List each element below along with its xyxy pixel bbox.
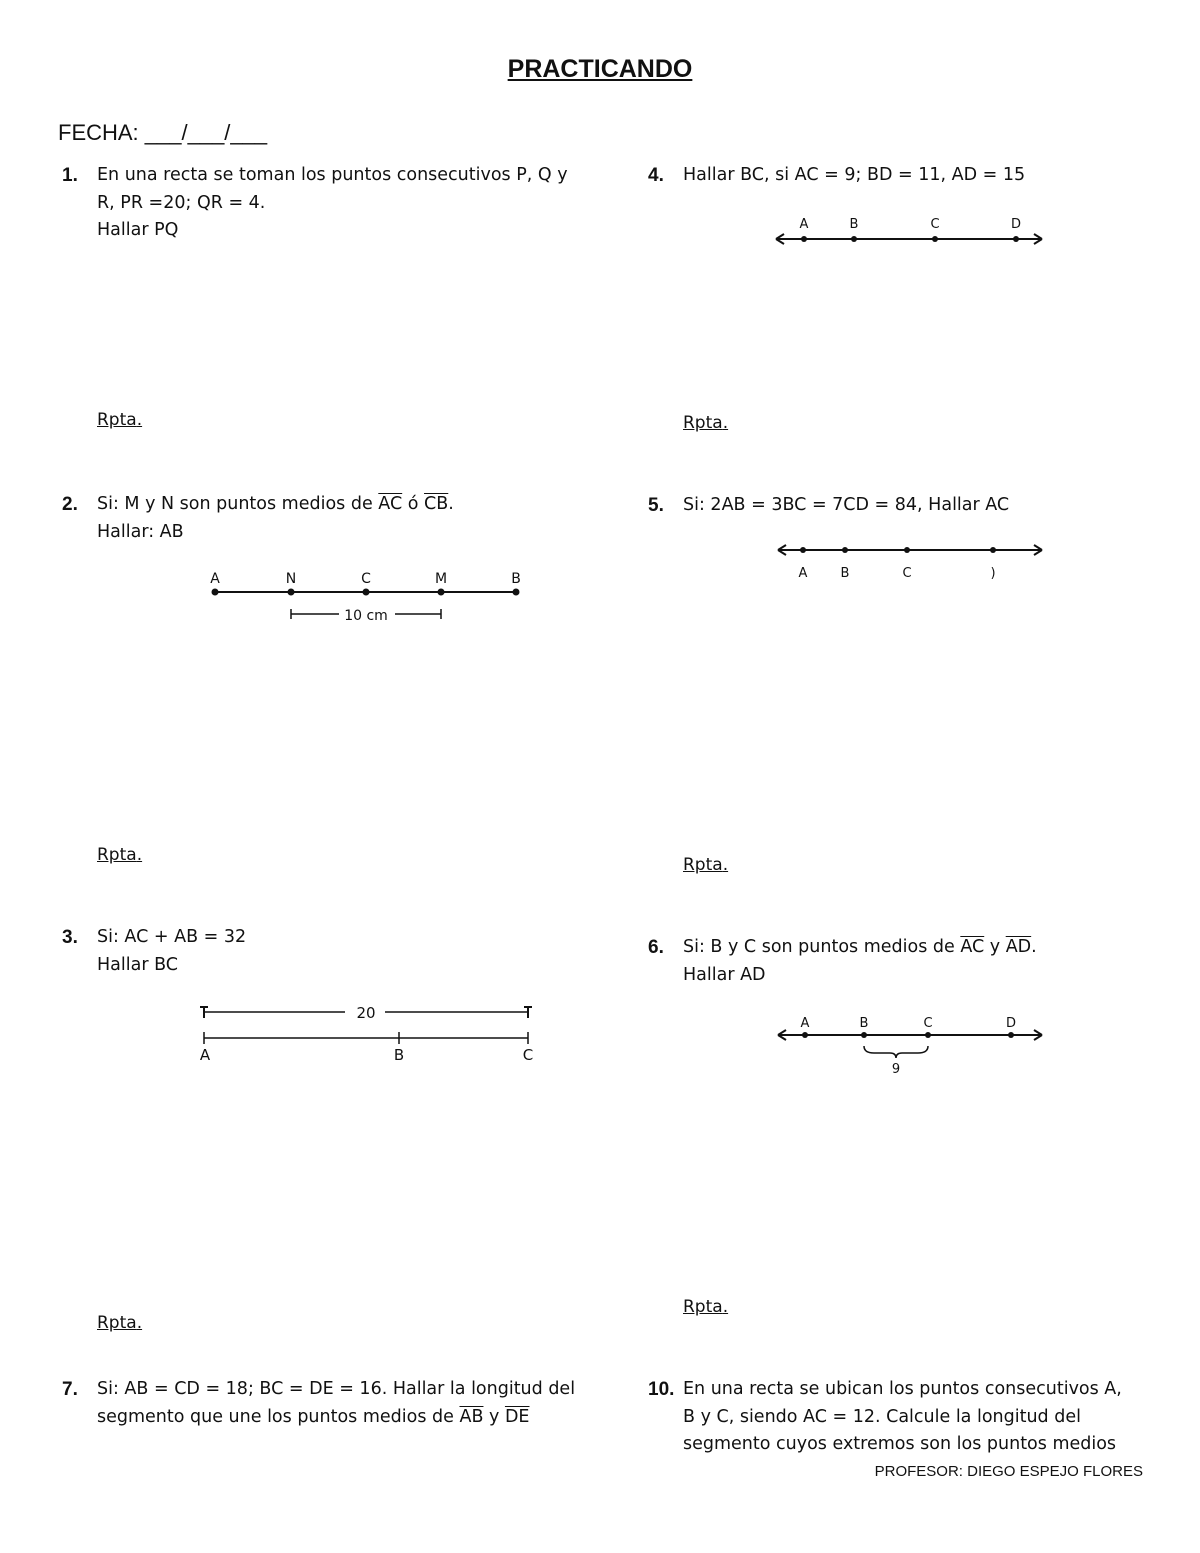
problem-4-number: 4.	[648, 165, 664, 186]
point-label: A	[199, 1046, 211, 1064]
problem-7-number: 7.	[62, 1379, 78, 1400]
point-label: C	[361, 571, 371, 587]
point-label: D	[1010, 217, 1022, 232]
problem-1-line: Hallar PQ	[97, 220, 179, 240]
problem-5-number: 5.	[648, 495, 664, 516]
problem-4-line: Hallar BC, si AC = 9; BD = 11, AD = 15	[683, 165, 1026, 185]
problem-2-number: 2.	[62, 494, 78, 515]
point-label: A	[210, 571, 220, 587]
point-label: N	[285, 571, 297, 587]
point-label: B	[859, 1016, 869, 1031]
problem-4-figure	[770, 210, 1050, 250]
measure-label: 10 cm	[344, 608, 388, 624]
date-field: FECHA: ___/___/___	[58, 120, 268, 145]
point-label: B	[849, 217, 859, 232]
problem-3-figure	[195, 995, 540, 1070]
problem-6-text: Si: B y C son puntos medios de $\overline{AC}$ y $\overline{AD}$. Hallar AD	[683, 937, 1037, 985]
problem-4-answer-label: Rpta.	[683, 413, 729, 433]
measure-label: 20	[356, 1004, 376, 1022]
point-label: C	[930, 217, 940, 232]
point-label: D	[1005, 1016, 1017, 1031]
brace	[864, 1046, 928, 1058]
point-label: C	[902, 566, 912, 581]
problem-6-answer-label: Rpta.	[683, 1297, 729, 1317]
problem-3-number: 3.	[62, 927, 78, 948]
problem-5-text: Si: 2AB = 3BC = 7CD = 84, Hallar AC	[683, 495, 1010, 515]
segment-de: $\overline{DE}$	[504, 1406, 530, 1427]
point-label: B	[840, 566, 850, 581]
problem-10-text: En una recta se ubican los puntos consecutivos A, B y C, siendo AC = 12. Calcule la longitud del segmento cuyos extremos son los puntos medios	[683, 1379, 1122, 1454]
problem-1-number: 1.	[62, 165, 78, 186]
page-title: PRACTICANDO	[507, 55, 693, 83]
problem-2-text: Si: M y N son puntos medios de $\overline{AC}$ ó $\overline{CB}$. Hallar: AB	[97, 494, 454, 542]
problem-7-text: Si: AB = CD = 18; BC = DE = 16. Hallar la longitud del segmento que une los puntos medios de $\overline{AB}$ y $\overline{DE}$	[97, 1379, 576, 1427]
problem-6-figure	[770, 1008, 1050, 1078]
problem-1-line: R, PR =20; QR = 4.	[97, 192, 266, 213]
problem-2-answer-label: Rpta.	[97, 845, 143, 865]
problem-3-text: Si: AC + AB = 32 Hallar BC	[97, 927, 247, 975]
point-label: C	[923, 1016, 933, 1031]
problem-1-text	[97, 162, 568, 245]
point-label: B	[393, 1046, 405, 1064]
footer-teacher: PROFESOR: DIEGO ESPEJO FLORES	[874, 1463, 1143, 1480]
point-label: A	[800, 1016, 810, 1031]
segment-cb: $\overline{CB}$	[424, 494, 449, 514]
problem-5-figure	[770, 538, 1050, 583]
segment-ad: $\overline{AD}$	[1005, 937, 1032, 957]
problem-5-answer-label: Rpta.	[683, 855, 729, 875]
segment-ac: $\overline{AC}$	[378, 494, 403, 514]
problem-6-number: 6.	[648, 937, 664, 958]
point-label: )	[990, 566, 996, 581]
point-label: C	[522, 1046, 534, 1064]
problem-3-answer-label: Rpta.	[97, 1313, 143, 1333]
point-label: A	[798, 566, 808, 581]
measure-label: 9	[891, 1062, 901, 1077]
segment-ab: $\overline{AB}$	[459, 1406, 484, 1427]
problem-1-answer-label: Rpta.	[97, 410, 143, 430]
segment-ac: $\overline{AC}$	[960, 937, 985, 957]
problem-1-line: En una recta se toman los puntos consecutivos P, Q y	[97, 165, 568, 185]
problem-10-number: 10.	[648, 1379, 675, 1400]
point-label: B	[511, 571, 521, 587]
problem-4-text	[683, 162, 1025, 190]
point-label: M	[434, 571, 448, 587]
problem-2-figure	[205, 565, 535, 630]
point-label: A	[799, 217, 809, 232]
